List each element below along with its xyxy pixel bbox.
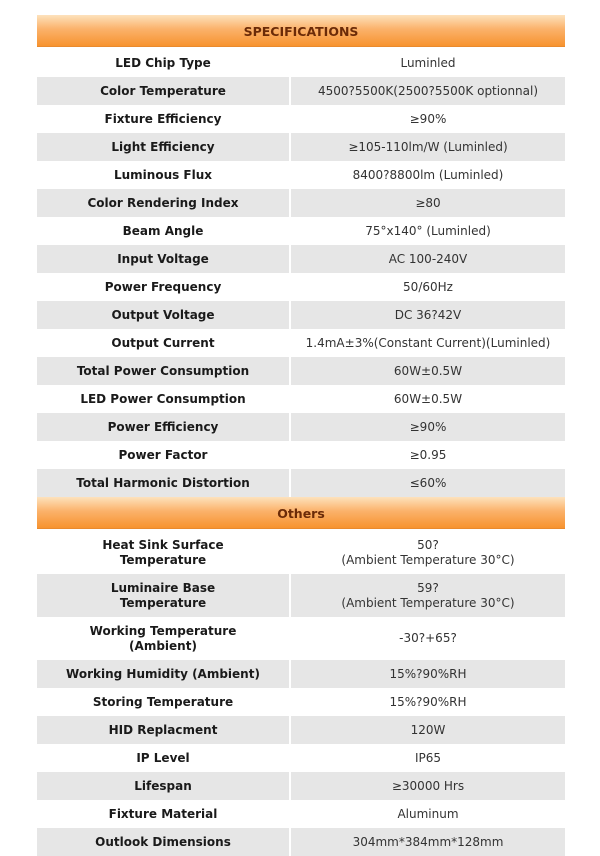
table-row [37, 716, 565, 744]
row-value [291, 617, 565, 660]
row-label-text: Outlook Dimensions [95, 834, 231, 849]
row-label-text: Output Voltage [111, 307, 215, 322]
table-row [37, 357, 565, 385]
row-value [291, 574, 565, 617]
row-value-text: 15%?90%RH [389, 666, 467, 681]
row-label-text: HID Replacment [108, 722, 218, 737]
row-value [291, 441, 565, 469]
row-label-text: Working Temperature (Ambient) [89, 623, 237, 653]
row-label-text: Light Efficiency [111, 139, 215, 154]
table-row [37, 385, 565, 413]
row-value [291, 161, 565, 189]
row-label-text: Color Temperature [100, 83, 226, 98]
table-row [37, 329, 565, 357]
table-row [37, 828, 565, 856]
row-label-text: Total Harmonic Distortion [76, 475, 250, 490]
row-label-text: Total Power Consumption [76, 363, 250, 378]
table-row [37, 744, 565, 772]
table-row [37, 245, 565, 273]
row-value [291, 660, 565, 688]
row-value-text: 8400?8800lm (Luminled) [352, 167, 504, 182]
row-value [291, 385, 565, 413]
row-value-text: ≥0.95 [409, 447, 447, 462]
row-label [37, 161, 289, 189]
table-row [37, 531, 565, 574]
row-label-text: Storing Temperature [92, 694, 234, 709]
row-value-text: -30?+65? [399, 631, 457, 645]
row-value-text: 304mm*384mm*128mm [352, 834, 504, 849]
row-value [291, 744, 565, 772]
row-label [37, 574, 289, 617]
row-label-text: LED Chip Type [115, 55, 211, 70]
row-label [37, 385, 289, 413]
row-value-text: ≥80 [415, 195, 441, 210]
row-value-text: DC 36?42V [394, 307, 462, 322]
row-value [291, 273, 565, 301]
row-label [37, 245, 289, 273]
row-value-text: 60W±0.5W [393, 363, 463, 378]
row-value-text: 120W [410, 722, 446, 737]
spec-table [37, 15, 565, 856]
table-row [37, 441, 565, 469]
table-row [37, 273, 565, 301]
row-value [291, 469, 565, 497]
row-label [37, 273, 289, 301]
table-row [37, 413, 565, 441]
row-label-text: Power Efficiency [107, 419, 219, 434]
row-label [37, 660, 289, 688]
row-value [291, 49, 565, 77]
table-row [37, 660, 565, 688]
row-label [37, 828, 289, 856]
row-label [37, 531, 289, 574]
row-value [291, 77, 565, 105]
row-label-text: Output Current [111, 335, 215, 350]
row-label [37, 133, 289, 161]
row-label-text: Heat Sink Surface Temperature [102, 537, 224, 567]
row-label [37, 301, 289, 329]
row-label [37, 469, 289, 497]
table-row [37, 772, 565, 800]
row-value-text: ≤60% [409, 475, 447, 490]
row-label-text: Power Frequency [104, 279, 222, 294]
row-label-text: Beam Angle [122, 223, 204, 238]
row-value [291, 828, 565, 856]
row-value-text: AC 100-240V [388, 251, 468, 266]
row-label [37, 772, 289, 800]
row-value [291, 329, 565, 357]
row-label [37, 744, 289, 772]
table-row [37, 617, 565, 660]
row-label-text: Lifespan [134, 778, 192, 793]
row-value [291, 105, 565, 133]
row-label-text: Color Rendering Index [87, 195, 239, 210]
row-value [291, 688, 565, 716]
row-label-text: Fixture Efficiency [104, 111, 222, 126]
table-row [37, 301, 565, 329]
row-label [37, 105, 289, 133]
row-value [291, 245, 565, 273]
row-value-text: Luminled [400, 55, 456, 70]
row-value [291, 189, 565, 217]
table-row [37, 161, 565, 189]
row-label-text: Power Factor [118, 447, 208, 462]
row-value-text: ≥105-110lm/W (Luminled) [348, 139, 508, 154]
row-label [37, 217, 289, 245]
row-value-text: 59? (Ambient Temperature 30°C) [341, 580, 515, 610]
row-value-text: 75°x140° (Luminled) [365, 223, 491, 238]
row-label [37, 189, 289, 217]
row-label-text: Working Humidity (Ambient) [66, 666, 260, 681]
row-value-text: ≥90% [409, 419, 447, 434]
row-label [37, 688, 289, 716]
row-value [291, 133, 565, 161]
table-row [37, 105, 565, 133]
table-row [37, 189, 565, 217]
table-row [37, 800, 565, 828]
section-header: Others [37, 497, 565, 529]
row-value-text: IP65 [414, 750, 442, 765]
table-row [37, 574, 565, 617]
row-value-text: 50/60Hz [403, 279, 453, 294]
section-header: SPECIFICATIONS [37, 15, 565, 47]
row-value-text: 4500?5500K(2500?5500K optionnal) [317, 83, 539, 98]
row-label [37, 49, 289, 77]
row-label [37, 441, 289, 469]
row-label [37, 716, 289, 744]
row-value [291, 800, 565, 828]
row-value-text: Aluminum [397, 806, 459, 821]
row-value [291, 217, 565, 245]
row-value [291, 301, 565, 329]
row-label-text: Luminaire Base Temperature [110, 580, 216, 610]
row-value [291, 531, 565, 574]
row-label [37, 329, 289, 357]
row-value [291, 357, 565, 385]
row-value-text: 15%?90%RH [389, 694, 467, 709]
row-value-text: 1.4mA±3%(Constant Current)(Luminled) [305, 335, 551, 350]
row-value [291, 772, 565, 800]
row-label-text: IP Level [136, 750, 190, 765]
table-row [37, 133, 565, 161]
row-label [37, 413, 289, 441]
row-value [291, 413, 565, 441]
row-label-text: Fixture Material [108, 806, 218, 821]
row-value [291, 716, 565, 744]
row-value-text: 50? (Ambient Temperature 30°C) [341, 537, 515, 567]
row-value-text: 60W±0.5W [393, 391, 463, 406]
table-row [37, 77, 565, 105]
row-label [37, 617, 289, 660]
table-row [37, 49, 565, 77]
row-value-text: ≥90% [409, 111, 447, 126]
row-label [37, 77, 289, 105]
table-row [37, 217, 565, 245]
row-label-text: Input Voltage [117, 251, 209, 266]
row-label-text: Luminous Flux [113, 167, 213, 182]
table-row [37, 469, 565, 497]
row-value-text: ≥30000 Hrs [391, 778, 465, 793]
table-row [37, 688, 565, 716]
row-label [37, 800, 289, 828]
row-label [37, 357, 289, 385]
row-label-text: LED Power Consumption [80, 391, 246, 406]
